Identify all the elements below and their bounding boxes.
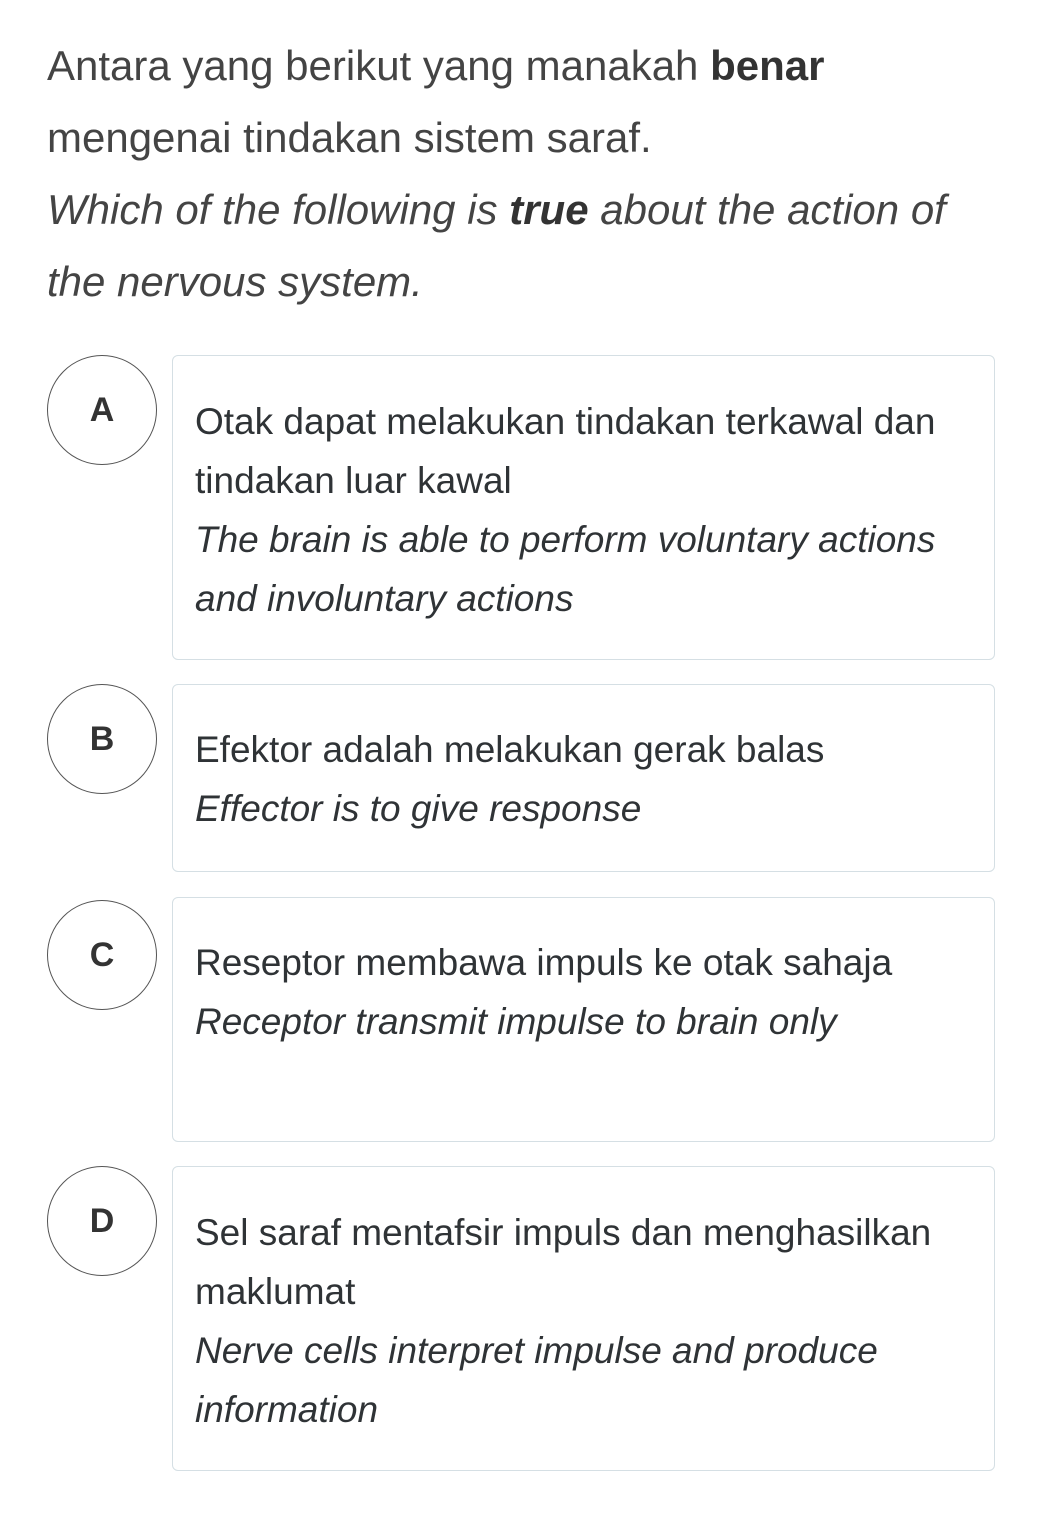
- option-text-b: [195, 720, 974, 838]
- option-letter-b[interactable]: B: [47, 684, 157, 794]
- question-english: [47, 174, 1007, 318]
- option-c-english: Receptor transmit impulse to brain only: [195, 1001, 837, 1042]
- option-text-a: [195, 392, 974, 628]
- option-b-english: Effector is to give response: [195, 788, 642, 829]
- option-card-c[interactable]: [172, 897, 995, 1142]
- option-letter-a[interactable]: A: [47, 355, 157, 465]
- question-english-part2: about the action of the nervous system.: [47, 186, 946, 305]
- option-text-d: [195, 1203, 974, 1439]
- question-english-emphasis: true: [509, 186, 589, 233]
- question-english-part1: Which of the following is: [47, 186, 510, 233]
- option-d-english: Nerve cells interpret impulse and produce information: [195, 1330, 878, 1430]
- option-card-b[interactable]: [172, 684, 995, 872]
- question-malay-part2: mengenai tindakan sistem saraf.: [47, 114, 652, 161]
- option-text-c: [195, 933, 974, 1051]
- question-text: [47, 30, 1007, 318]
- option-d-malay: Sel saraf mentafsir impuls dan menghasilkan maklumat: [195, 1212, 932, 1312]
- option-c-malay: Reseptor membawa impuls ke otak sahaja: [195, 942, 893, 983]
- option-card-d[interactable]: [172, 1166, 995, 1471]
- question-malay: [47, 30, 1007, 174]
- option-card-a[interactable]: [172, 355, 995, 660]
- option-b-malay: Efektor adalah melakukan gerak balas: [195, 729, 825, 770]
- option-a-malay: Otak dapat melakukan tindakan terkawal dan tindakan luar kawal: [195, 401, 936, 501]
- option-a-english: The brain is able to perform voluntary actions and involuntary actions: [195, 519, 936, 619]
- option-letter-d[interactable]: D: [47, 1166, 157, 1276]
- question-malay-emphasis: benar: [710, 42, 825, 89]
- option-letter-c[interactable]: C: [47, 900, 157, 1010]
- question-malay-part1: Antara yang berikut yang manakah: [47, 42, 711, 89]
